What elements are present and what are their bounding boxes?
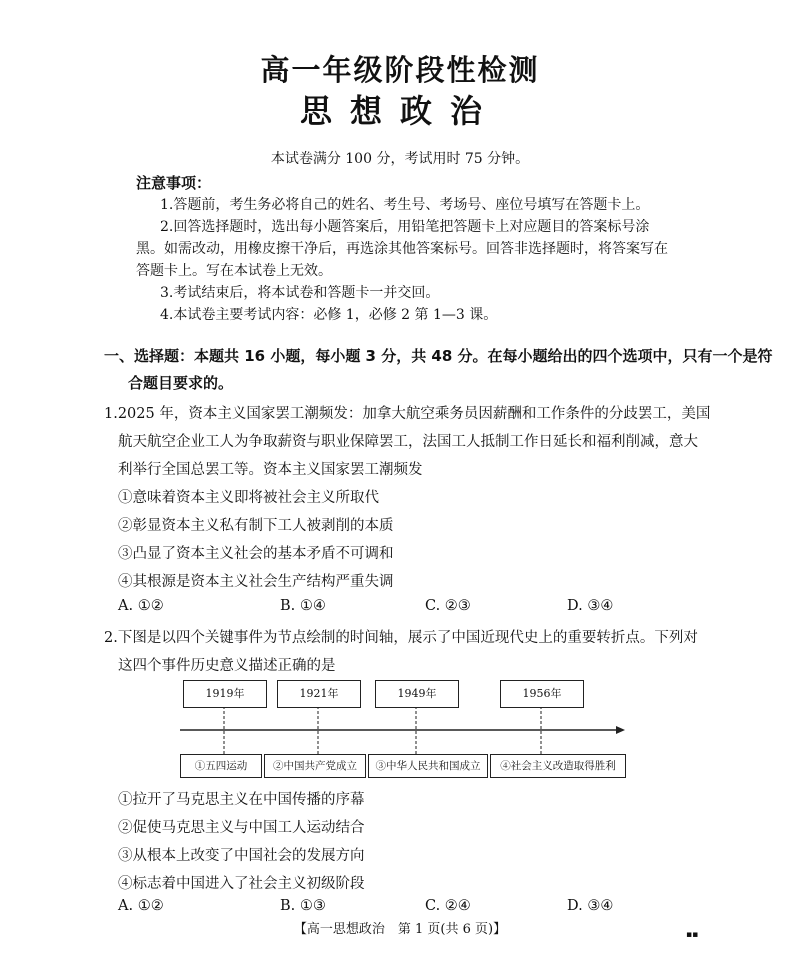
timeline-figure	[170, 670, 630, 785]
notes-heading: 注意事项：	[136, 174, 212, 192]
timeline-event: ②中国共产党成立	[264, 754, 366, 778]
exam-info: 本试卷满分 100 分，考试用时 75 分钟。	[270, 151, 530, 167]
exam-title: 高一年级阶段性检测	[260, 53, 540, 87]
q2-statement: ②促使马克思主义与中国工人运动结合	[118, 820, 365, 836]
q2-choice-b: B. ①③	[280, 898, 326, 914]
q1-choice-c: C. ②③	[425, 598, 471, 614]
page-footer: 【高一思想政治 第 1 页(共 6 页)】	[293, 922, 507, 937]
q1-stem-line: 1.2025 年，资本主义国家罢工潮频发：加拿大航空乘务员因薪酬和工作条件的分歧罢工，美国	[104, 406, 711, 422]
q1-stem-line: 利举行全国总罢工等。资本主义国家罢工潮频发	[118, 462, 423, 478]
q1-statement: ③凸显了资本主义社会的基本矛盾不可调和	[118, 546, 394, 562]
q1-stem-line: 航天航空企业工人为争取薪资与职业保障罢工，法国工人抵制工作日延长和福利削减，意大	[118, 434, 698, 450]
q2-stem-line: 2.下图是以四个关键事件为节点绘制的时间轴，展示了中国近现代史上的重要转折点。下列对	[104, 630, 698, 646]
section-heading-cont: 合题目要求的。	[128, 374, 234, 392]
q2-statement: ③从根本上改变了中国社会的发展方向	[118, 848, 365, 864]
q2-statement: ①拉开了马克思主义在中国传播的序幕	[118, 792, 365, 808]
timeline-year: 1919年	[183, 680, 267, 708]
timeline-year: 1949年	[375, 680, 459, 708]
q1-statement: ②彰显资本主义私有制下工人被剥削的本质	[118, 518, 394, 534]
q1-choice-a: A. ①②	[118, 598, 164, 614]
timeline-event: ③中华人民共和国成立	[368, 754, 488, 778]
subject-title: 思想政治	[299, 92, 500, 130]
timeline-year: 1956年	[500, 680, 584, 708]
note-line: 4.本试卷主要考试内容：必修 1，必修 2 第 1—3 课。	[160, 307, 498, 323]
q2-stem-line: 这四个事件历史意义描述正确的是	[118, 658, 336, 674]
note-line: 1.答题前，考生务必将自己的姓名、考生号、考场号、座位号填写在答题卡上。	[160, 197, 650, 213]
q2-choice-a: A. ①②	[118, 898, 164, 914]
q1-statement: ④其根源是资本主义社会生产结构严重失调	[118, 574, 394, 590]
note-line: 黑。如需改动，用橡皮擦干净后，再选涂其他答案标号。回答非选择题时，将答案写在	[136, 241, 668, 257]
timeline-event: ④社会主义改造取得胜利	[490, 754, 626, 778]
timeline-year: 1921年	[277, 680, 361, 708]
q1-choice-b: B. ①④	[280, 598, 326, 614]
footer-mark: ▪▪	[686, 930, 699, 940]
note-line: 答题卡上。写在本试卷上无效。	[136, 263, 332, 279]
section-heading: 一、选择题：本题共 16 小题，每小题 3 分，共 48 分。在每小题给出的四个选项中，只有一个是符	[104, 347, 773, 365]
q1-statement: ①意味着资本主义即将被社会主义所取代	[118, 490, 379, 506]
q1-choice-d: D. ③④	[567, 598, 614, 614]
note-line: 2.回答选择题时，选出每小题答案后，用铅笔把答题卡上对应题目的答案标号涂	[160, 219, 650, 235]
q2-statement: ④标志着中国进入了社会主义初级阶段	[118, 876, 365, 892]
note-line: 3.考试结束后，将本试卷和答题卡一并交回。	[160, 285, 440, 301]
q2-choice-c: C. ②④	[425, 898, 471, 914]
timeline-event: ①五四运动	[180, 754, 262, 778]
q2-choice-d: D. ③④	[567, 898, 614, 914]
